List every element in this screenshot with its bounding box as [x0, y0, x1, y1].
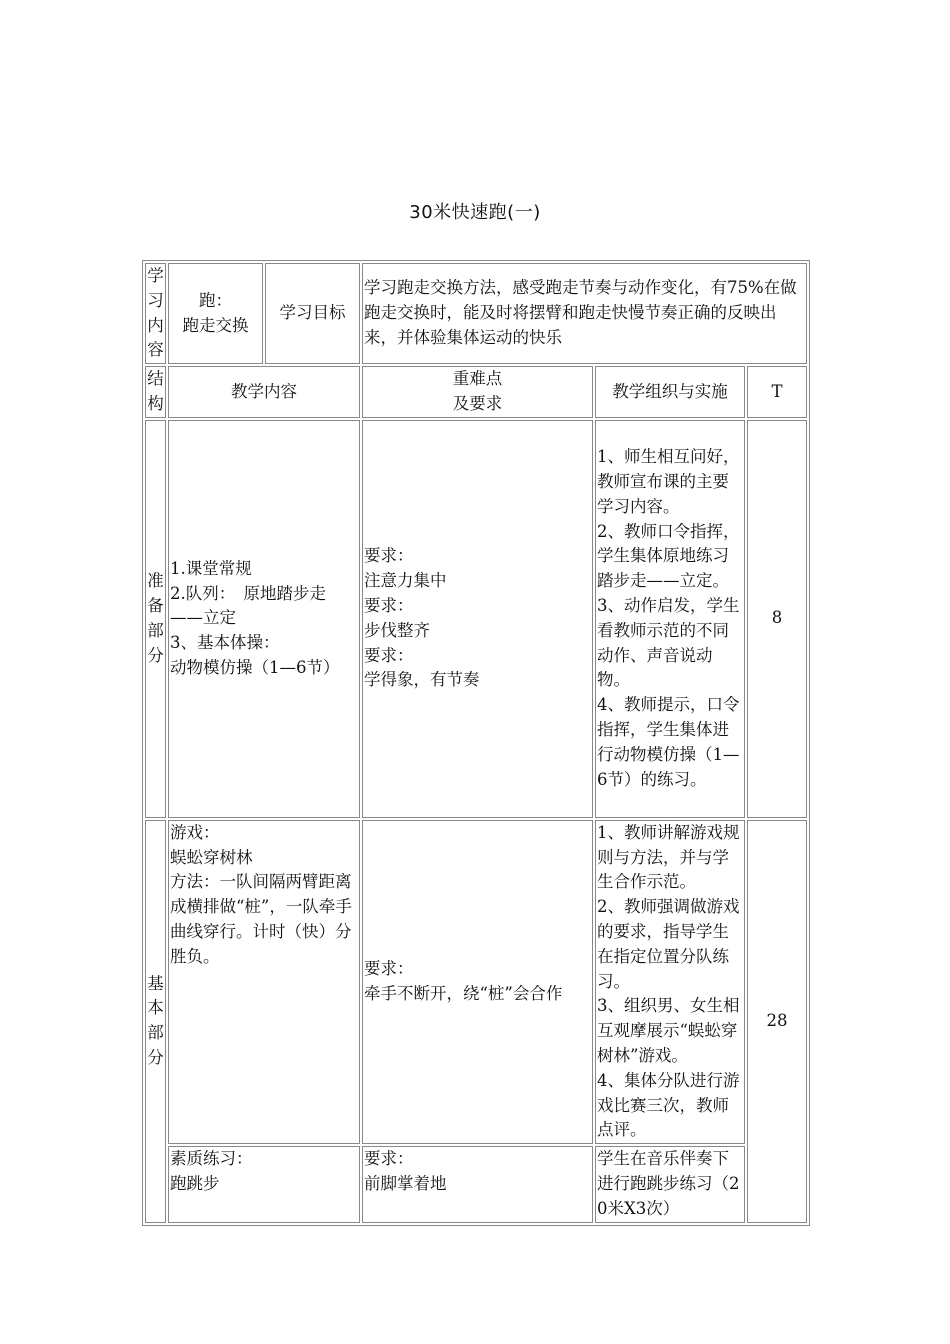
quality-requirements: 要求： 前脚掌着地 [362, 1146, 593, 1222]
goal-text: 学习跑走交换方法，感受跑走节奏与动作变化，有75%在做跑走交换时，能及时将摆臂和跑走快慢节奏正确的反映出来，并体验集体运动的快乐 [362, 263, 807, 364]
key-points-header: 重难点 及要求 [362, 366, 593, 418]
content-header: 教学内容 [168, 366, 360, 418]
game-requirements: 要求： 牵手不断开，绕“桩”会合作 [362, 820, 593, 1144]
basic-time: 28 [747, 820, 807, 1223]
prep-time: 8 [747, 420, 807, 818]
quality-organization: 学生在音乐伴奏下进行跑跳步练习（20米X3次） [595, 1146, 745, 1222]
game-content: 游戏： 蜈蚣穿树林 方法：一队间隔两臂距离成横排做“桩”，一队牵手曲线穿行。计时（快）分胜负。 [168, 820, 360, 1144]
topic-cell: 跑： 跑走交换 [168, 263, 263, 364]
time-header: T [747, 366, 807, 418]
prep-content-line: 3、基本体操： [170, 633, 280, 653]
lesson-plan-table [142, 260, 810, 1226]
goal-label: 学习目标 [265, 263, 360, 364]
prep-content-line: 2.队列： 原地踏步走——立定 [170, 583, 326, 628]
structure-header: 结 构 [145, 366, 166, 418]
prep-label: 准 备 部 分 [145, 420, 166, 818]
prep-content [168, 420, 360, 818]
basic-label: 基 本 部 分 [145, 820, 166, 1223]
page-title: 30米快速跑(一) [409, 202, 541, 223]
organization-header: 教学组织与实施 [595, 366, 745, 418]
prep-organization: 1、师生相互问好，教师宣布课的主要学习内容。 2、教师口令指挥，学生集体原地练习踏步走——立定。 3、动作启发，学生看教师示范的不同动作、声音说动物。 4、教师提示，口令指挥，学生集体进行动物模仿操（1—6节）的练习。 [595, 420, 745, 818]
prep-requirements: 要求： 注意力集中 要求： 步伐整齐 要求： 学得象，有节奏 [362, 420, 593, 818]
quality-content: 素质练习： 跑跳步 [168, 1146, 360, 1222]
prep-content-line: 动物模仿操（1—6节） [170, 657, 340, 677]
prep-content-line: 1.课堂常规 [170, 558, 252, 578]
game-organization: 1、教师讲解游戏规则与方法，并与学生合作示范。 2、教师强调做游戏的要求，指导学生在指定位置分队练习。 3、组织男、女生相互观摩展示“蜈蚣穿树林”游戏。 4、集体分队进行游戏比赛三次，教师点评。 [595, 820, 745, 1144]
learning-content-label: 学 习 内 容 [145, 263, 166, 364]
